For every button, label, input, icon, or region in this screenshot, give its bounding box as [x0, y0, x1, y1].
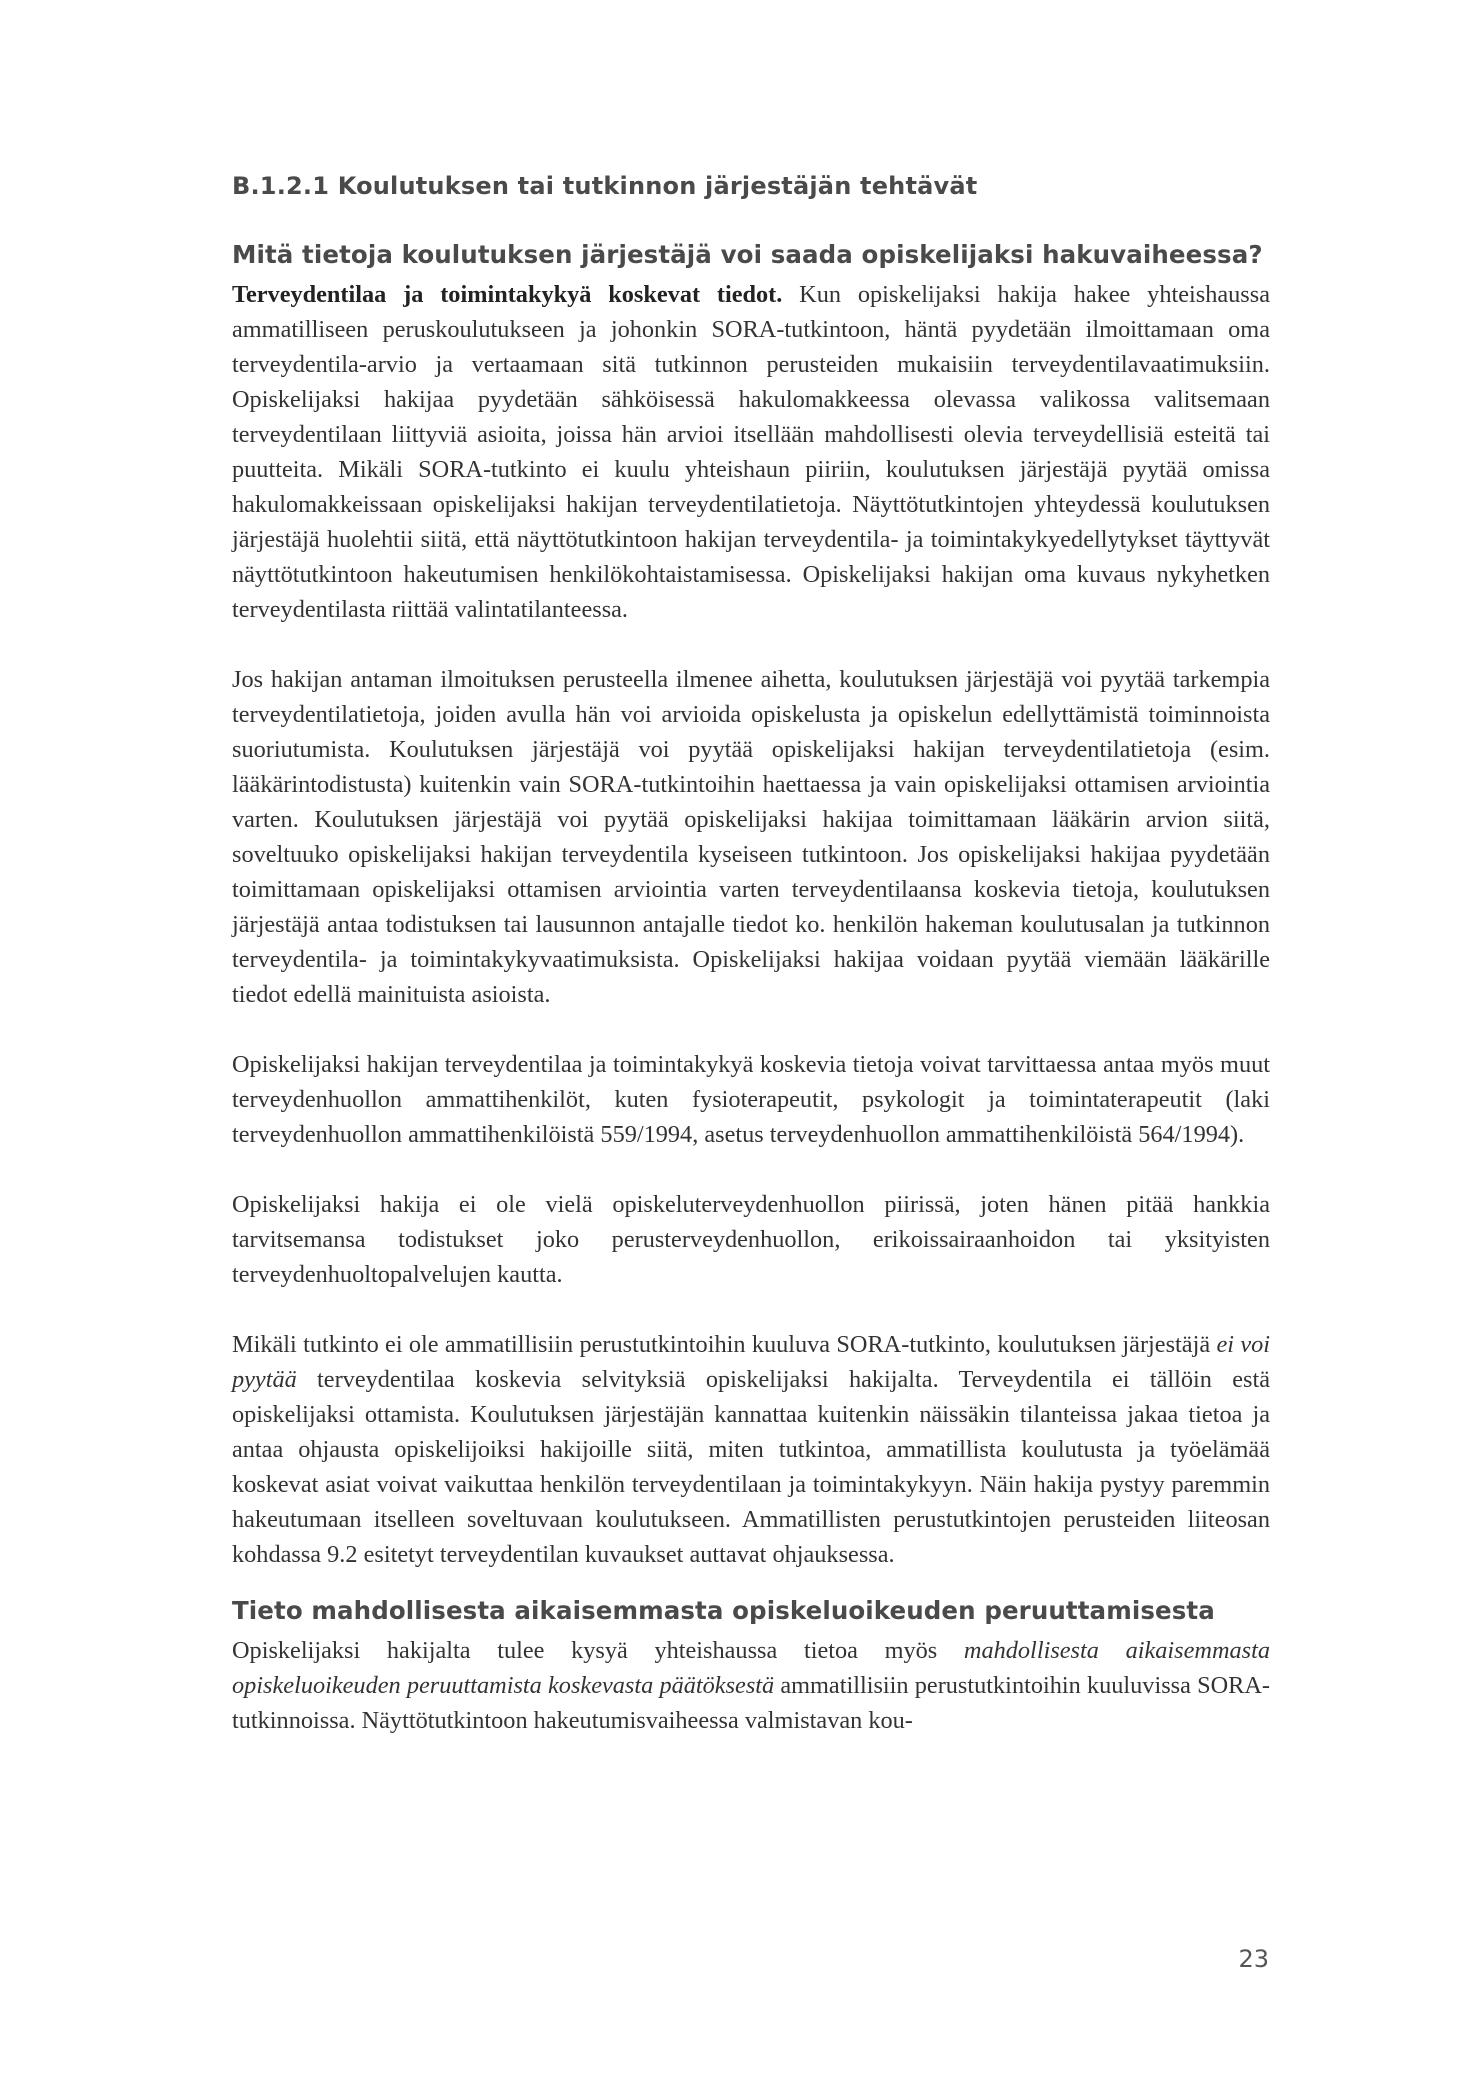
paragraph-other-professionals: Opiskelijaksi hakijan terveydentilaa ja toimintakykyä koskevia tietoja voivat tarvittaessa antaa myös muut terveydenhuollon ammattihenkilöt, kuten fysioterapeutit, psykologit ja toimintaterapeutit (laki terveydenhuollon ammattihenkilöistä 559/1994, asetus terveydenhuollon ammattihenkilöistä 564/1994).	[232, 1051, 1270, 1148]
paragraph-emphasis: ei voi pyytää	[232, 1331, 1270, 1393]
paragraph-health-information	[232, 277, 1270, 627]
paragraph-emphasis: mahdollisesta aikaisemmasta opiskeluoikeuden peruuttamista koskevasta päätöksestä	[232, 1637, 1270, 1699]
paragraph-text-part: ammatillisiin perustutkintoihin kuuluvissa SORA-tutkinnoissa. Näyttötutkintoon hakeutumisvaiheessa valmistavan kou-	[232, 1672, 1270, 1734]
paragraph-student-healthcare: Opiskelijaksi hakija ei ole vielä opiskeluterveydenhuollon piirissä, joten hänen pitää hankkia tarvitsemansa todistukset joko perusterveydenhuollon, erikoissairaanhoidon tai yksityisten terveydenhuoltopalvelujen kautta.	[232, 1191, 1270, 1288]
subheading-applicant-information: Mitä tietoja koulutuksen järjestäjä voi saada opiskelijaksi hakuvaiheessa?	[232, 240, 1263, 269]
paragraph-lead-text: Terveydentilaa ja toimintakykyä koskevat tiedot.	[232, 281, 783, 308]
paragraph-text-part: terveydentilaa koskevia selvityksiä opiskelijaksi hakijalta. Terveydentila ei tällöin estä opiskelijaksi ottamista. Koulutuksen järjestäjän kannattaa kuitenkin näissäkin tilanteissa jakaa tietoa ja antaa ohjausta opiskelijoiksi hakijoille siitä, miten tutkintoa, ammatillista koulutusta ja työelämää koskevat asiat voivat vaikuttaa henkilön terveydentilaan ja toimintakykyyn. Näin hakija pystyy paremmin hakeutumaan itselleen soveltuvaan koulutukseen. Ammatillisten perustutkintojen perusteiden liiteosan kohdassa 9.2 esitetyt terveydentilan kuvaukset auttavat ohjauksessa.	[232, 1366, 1270, 1568]
subheading-prior-revocation: Tieto mahdollisesta aikaisemmasta opiskeluoikeuden peruuttamisesta	[232, 1596, 1215, 1625]
paragraph-non-sora-degree	[232, 1327, 1270, 1572]
paragraph-prior-revocation	[232, 1633, 1270, 1738]
paragraph-text-part: Opiskelijaksi hakijalta tulee kysyä yhteishaussa tietoa myös	[232, 1637, 964, 1664]
paragraph-text-part: Mikäli tutkinto ei ole ammatillisiin perustutkintoihin kuuluva SORA-tutkinto, koulutuksen järjestäjä	[232, 1331, 1217, 1358]
paragraph-additional-health-data: Jos hakijan antaman ilmoituksen perusteella ilmenee aihetta, koulutuksen järjestäjä voi pyytää tarkempia terveydentilatietoja, joiden avulla hän voi arvioida opiskelusta ja opiskelun edellyttämistä toiminnoista suoriutumista. Koulutuksen järjestäjä voi pyytää opiskelijaksi hakijan terveydentilatietoja (esim. lääkärintodistusta) kuitenkin vain SORA-tutkintoihin haettaessa ja vain opiskelijaksi ottamisen arviointia varten. Koulutuksen järjestäjä voi pyytää opiskelijaksi hakijaa toimittamaan lääkärin arvion siitä, soveltuuko opiskelijaksi hakijan terveydentila kyseiseen tutkintoon. Jos opiskelijaksi hakijaa pyydetään toimittamaan opiskelijaksi ottamisen arviointia varten terveydentilaansa koskevia tietoja, koulutuksen järjestäjä antaa todistuksen tai lausunnon antajalle tiedot ko. henkilön hakeman koulutusalan ja tutkinnon terveydentila- ja toimintakykyvaatimuksista. Opiskelijaksi hakijaa voidaan pyytää viemään lääkärille tiedot edellä mainituista asioista.	[232, 666, 1270, 1008]
page-number: 23	[1238, 1945, 1269, 1973]
section-heading: B.1.2.1 Koulutuksen tai tutkinnon järjestäjän tehtävät	[232, 172, 978, 200]
document-page	[232, 172, 1270, 1738]
paragraph-body-text: Kun opiskelijaksi hakija hakee yhteishaussa ammatilliseen peruskoulutukseen ja johonkin SORA-tutkintoon, häntä pyydetään ilmoittamaan oma terveydentila-arvio ja vertaamaan sitä tutkinnon perusteiden mukaisiin terveydentilavaatimuksiin. Opiskelijaksi hakijaa pyydetään sähköisessä hakulomakkeessa olevassa valikossa valitsemaan terveydentilaan liittyviä asioita, joissa hän arvioi itsellään mahdollisesti olevia terveydellisiä esteitä tai puutteita. Mikäli SORA-tutkinto ei kuulu yhteishaun piiriin, koulutuksen järjestäjä pyytää omissa hakulomakkeissaan opiskelijaksi hakijan terveydentilatietoja. Näyttötutkintojen yhteydessä koulutuksen järjestäjä huolehtii siitä, että näyttötutkintoon hakijan terveydentila- ja toimintakykyedellytykset täyttyvät näyttötutkintoon hakeutumisen henkilökohtaistamisessa. Opiskelijaksi hakijan oma kuvaus nykyhetken terveydentilasta riittää valintatilanteessa.	[232, 281, 1270, 623]
